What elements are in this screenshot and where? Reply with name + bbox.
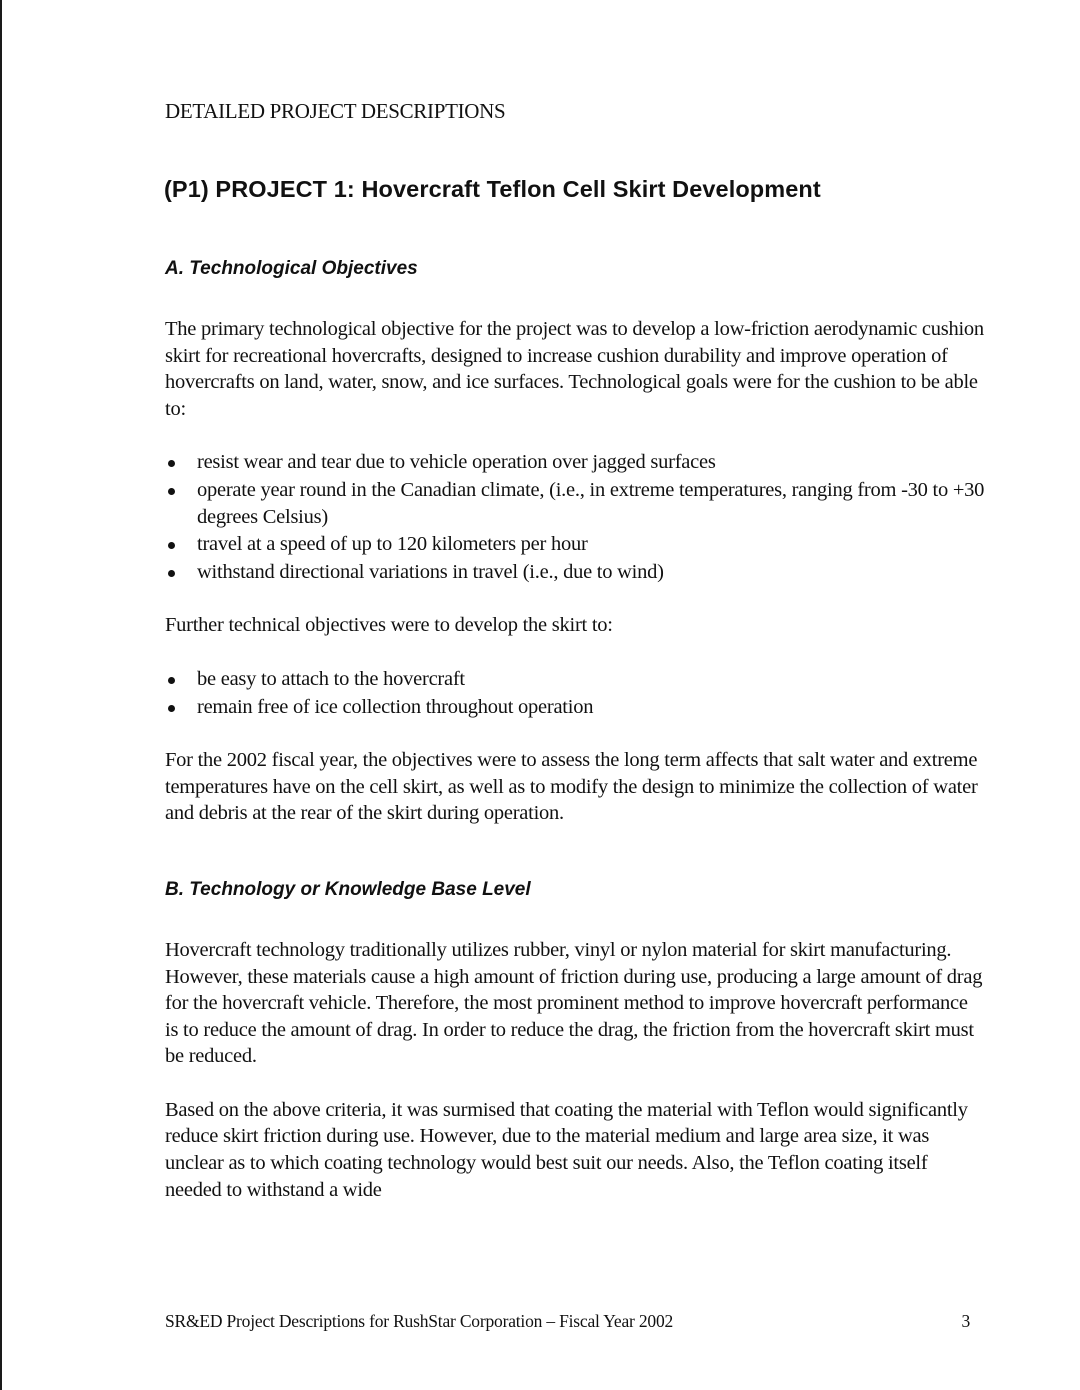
- page-content: [165, 98, 985, 1203]
- section-b-paragraph-2: Based on the above criteria, it was surmised that coating the material with Teflon would significantly reduce skirt friction during use. However, due to the material medium and large area size, it was unclear as to which coating technology would best suit our needs. Also, the Teflon coating itself needed to withstand a wide: [165, 1098, 968, 1201]
- project-title: (P1) PROJECT 1: Hovercraft Teflon Cell Skirt Development: [164, 176, 821, 202]
- technological-goals-list: [165, 449, 985, 585]
- list-item: operate year round in the Canadian climate, (i.e., in extreme temperatures, ranging from -30 to +30 degrees Celsius): [165, 477, 985, 530]
- bullet-icon: [168, 677, 175, 684]
- bullet-icon: [168, 488, 175, 495]
- further-objectives-list: [165, 666, 985, 720]
- further-objectives-intro: Further technical objectives were to develop the skirt to:: [165, 614, 613, 637]
- section-b-paragraph-1: Hovercraft technology traditionally utilizes rubber, vinyl or nylon material for skirt manufacturing. However, these materials cause a high amount of friction during use, producing a large amount of drag for the hovercraft vehicle. Therefore, the most prominent method to improve hovercraft performance is to reduce the amount of drag. In order to reduce the drag, the friction from the hovercraft skirt must be reduced.: [165, 938, 983, 1068]
- bullet-icon: [168, 542, 175, 549]
- list-item: withstand directional variations in travel (i.e., due to wind): [165, 559, 985, 586]
- section-b-heading: B. Technology or Knowledge Base Level: [165, 878, 531, 900]
- bullet-icon: [168, 570, 175, 577]
- list-item: be easy to attach to the hovercraft: [165, 666, 985, 693]
- section-a-intro: The primary technological objective for the project was to develop a low-friction aerodynamic cushion skirt for recreational hovercrafts, designed to increase cushion durability and improve operation of hovercrafts on land, water, snow, and ice surfaces. Technological goals were for the cushion to be able to:: [165, 318, 984, 420]
- scan-edge: [0, 0, 2, 1390]
- bullet-icon: [168, 705, 175, 712]
- bullet-icon: [168, 460, 175, 467]
- list-item: remain free of ice collection throughout operation: [165, 694, 985, 721]
- fiscal-year-objectives: For the 2002 fiscal year, the objectives were to assess the long term affects that salt water and extreme temperatures have on the cell skirt, as well as to modify the design to minimize the collection of water and debris at the rear of the skirt during operation.: [165, 749, 978, 825]
- list-item: resist wear and tear due to vehicle operation over jagged surfaces: [165, 449, 985, 476]
- document-header: DETAILED PROJECT DESCRIPTIONS: [165, 99, 506, 123]
- section-a-heading: A. Technological Objectives: [165, 258, 418, 279]
- footer-text: SR&ED Project Descriptions for RushStar Corporation – Fiscal Year 2002: [165, 1311, 674, 1331]
- page-number: 3: [961, 1311, 970, 1331]
- list-item: travel at a speed of up to 120 kilometers per hour: [165, 531, 985, 558]
